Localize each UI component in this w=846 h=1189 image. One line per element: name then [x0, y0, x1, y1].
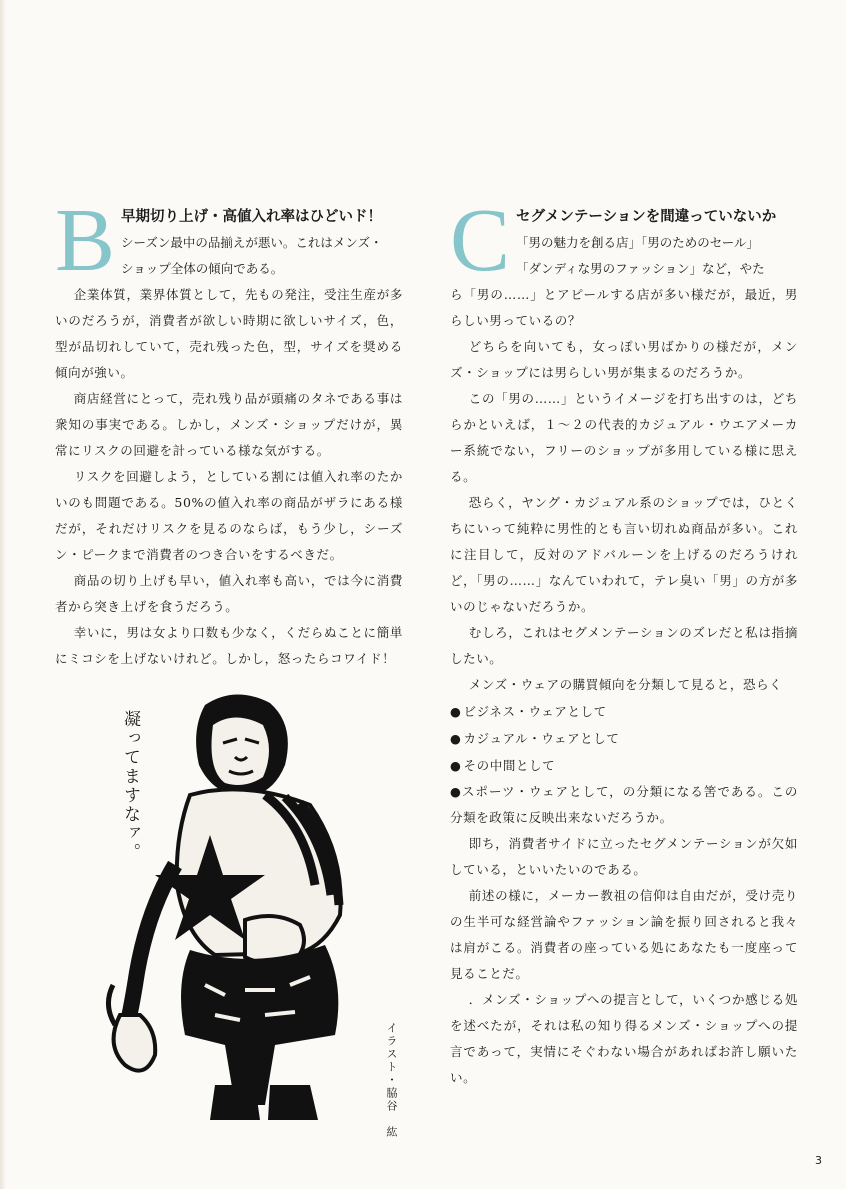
- list-item-label: カジュアル・ウェアとして: [463, 731, 620, 746]
- section-c-paragraph: 恐らく，ヤング・カジュアル系のショップでは，ひとくちにいって純粋に男性的とも言い切れぬ商品が多い。これに注目して，反対のアドバルーンを上げるのだろうけれど，「男の……」なんていわれて，テレ臭い「男」の方が多いのじゃないだろうか。: [450, 495, 798, 614]
- section-c-paragraph: 前述の様に，メーカー教祖の信仰は自由だが，受け売りの生半可な経営論やファッション論を振り回されると我々は肩がこる。消費者の座っている処にあなたも一度座って見ることだ。: [450, 888, 798, 981]
- section-c-paragraph: この「男の……」というイメージを打ち出すのは，どちらかといえば，１～２の代表的カジュアル・ウエアメーカー系統でない，フリーのショップが多用している様に思える。: [450, 391, 798, 484]
- illustration-arm: [125, 865, 175, 1035]
- bullet-icon: ●: [450, 731, 462, 746]
- page-number: 3: [815, 1154, 822, 1167]
- section-c-paragraph: むしろ，これはセグメンテーションのズレだと私は指摘したい。: [450, 625, 798, 666]
- bullet-icon: ●: [450, 704, 462, 719]
- list-item: [450, 725, 798, 752]
- list-item: [450, 779, 798, 831]
- section-b-lead-2: ショップ全体の傾向である。: [121, 261, 284, 276]
- list-item-label: スポーツ・ウェアとして，の分類になる筈である。この分類を政策に反映出来ないだろうか。: [450, 784, 798, 825]
- list-item-label: その中間として: [463, 758, 556, 773]
- bullet-icon: ●: [450, 784, 462, 799]
- section-b-header: [55, 191, 403, 290]
- section-c-paragraph: ら「男の……」とアピールする店が多い様だが，最近，男らしい男っているの？: [450, 287, 798, 328]
- section-c-lead-2: 「ダンディな男のファッション」など，やた: [516, 261, 765, 276]
- list-item: [450, 698, 798, 725]
- dropcap-b: B: [55, 191, 116, 290]
- section-c-paragraph: ．メンズ・ショップへの提言として，いくつか感じる処を述べたが，それは私の知り得るメンズ・ショップへの提言であって，実情にそぐわない場合があればお許し願いたい。: [450, 992, 798, 1085]
- section-b-paragraph: リスクを回避しよう，としている割には値入れ率のたかいのも問題である。50%の値入れ率の商品がザラにある様だが，それだけリスクを見るのならば，もう少し，シーズン・ピークまで消費者のつき合いをするべきだ。: [55, 469, 403, 562]
- binding-shadow: [0, 0, 6, 1189]
- section-b: [55, 191, 403, 672]
- dropcap-c: C: [450, 191, 511, 290]
- section-c-paragraph: 即ち，消費者サイドに立ったセグメンテーションが欠如している，といいたいのである。: [450, 836, 798, 877]
- illustration-pants: [181, 945, 338, 1105]
- list-item: [450, 752, 798, 779]
- bullet-icon: ●: [450, 758, 462, 773]
- illustration-credit: イラスト・脇谷 紘: [385, 1022, 398, 1139]
- section-c-lead-1: 「男の魅力を創る店」「男のためのセール」: [516, 235, 760, 250]
- section-c-paragraph: どちらを向いても，女っぽい男ばかりの様だが，メンズ・ショップには男らしい男が集まるのだろうか。: [450, 339, 798, 380]
- section-b-paragraph: 企業体質，業界体質として，先もの発注，受注生産が多いのだろうが，消費者が欲しい時期に欲しいサイズ，色，型が品切れしていて，売れ残った色，型，サイズを奨める傾向が強い。: [55, 287, 403, 380]
- illustration-man-woodcut: [95, 685, 375, 1125]
- section-b-paragraph: 商店経営にとって，売れ残り品が頭痛のタネである事は衆知の事実である。しかし，メンズ・ショップだけが，異常にリスクの回避を計っている様な気がする。: [55, 391, 403, 458]
- section-b-lead-1: シーズン最中の品揃えが悪い。これはメンズ・: [121, 235, 383, 250]
- section-b-paragraph: 商品の切り上げも早い，値入れ率も高い，では今に消費者から突き上げを食うだろう。: [55, 573, 403, 614]
- section-b-paragraph: 幸いに，男は女より口数も少なく，くだらぬことに簡単にミコシを上げないけれど。しかし，怒ったらコワイド！: [55, 625, 403, 666]
- section-c-header: [450, 191, 798, 290]
- illustration-caption: 凝ってますなァ。: [120, 710, 140, 862]
- list-item-label: ビジネス・ウェアとして: [463, 704, 607, 719]
- section-b-title: 早期切り上げ・高値入れ率はひどいド！: [121, 209, 382, 225]
- section-c-paragraph: メンズ・ウェアの購買傾向を分類して見ると，恐らく: [468, 677, 783, 692]
- section-c: [450, 191, 798, 1091]
- section-c-title: セグメンテーションを間違っていないか: [516, 209, 777, 225]
